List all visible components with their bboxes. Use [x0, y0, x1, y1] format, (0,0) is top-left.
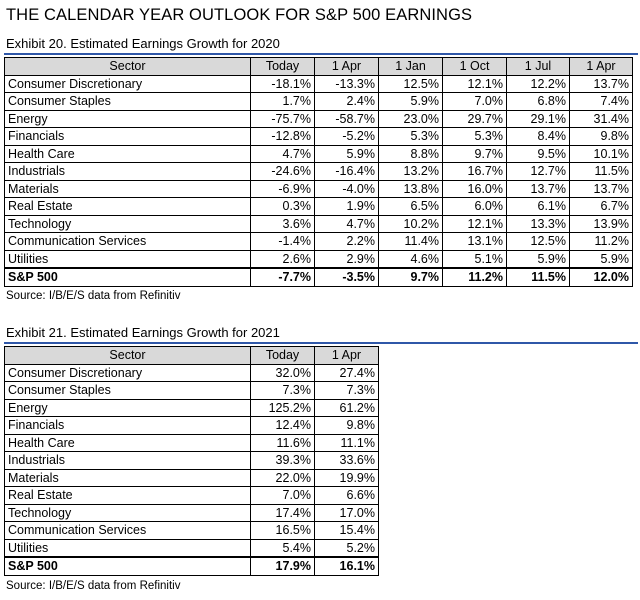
value-cell: 12.1% [443, 75, 507, 93]
value-cell: -13.3% [315, 75, 379, 93]
exhibit-21-source: Source: I/B/E/S data from Refinitiv [6, 580, 181, 592]
value-cell: 17.4% [251, 504, 315, 522]
value-cell: 11.5% [507, 268, 570, 286]
table-row [5, 382, 379, 400]
value-cell: 16.5% [251, 522, 315, 540]
column-header: 1 Jan [379, 58, 443, 76]
value-cell: 17.0% [315, 504, 379, 522]
value-cell: -4.0% [315, 180, 379, 198]
value-cell: 4.7% [315, 215, 379, 233]
value-cell: 5.3% [379, 128, 443, 146]
value-cell: 7.0% [443, 93, 507, 111]
value-cell: 5.1% [443, 250, 507, 268]
sector-cell: Materials [5, 469, 251, 487]
value-cell: 12.1% [443, 215, 507, 233]
value-cell: 9.7% [379, 268, 443, 286]
value-cell: 19.9% [315, 469, 379, 487]
value-cell: 9.5% [507, 145, 570, 163]
sector-cell: Utilities [5, 250, 251, 268]
sector-cell: Consumer Discretionary [5, 75, 251, 93]
table-row [5, 487, 379, 505]
table-row [5, 522, 379, 540]
table-row [5, 198, 633, 216]
sector-cell: Industrials [5, 163, 251, 181]
value-cell: 12.5% [379, 75, 443, 93]
value-cell: -16.4% [315, 163, 379, 181]
table-row [5, 145, 633, 163]
value-cell: 5.4% [251, 539, 315, 557]
table-row [5, 417, 379, 435]
table-row [5, 434, 379, 452]
table-row [5, 215, 633, 233]
total-row [5, 268, 633, 286]
value-cell: -3.5% [315, 268, 379, 286]
sector-cell: Materials [5, 180, 251, 198]
value-cell: 31.4% [570, 110, 633, 128]
table-row [5, 110, 633, 128]
value-cell: 6.1% [507, 198, 570, 216]
total-row [5, 557, 379, 575]
value-cell: 6.6% [315, 487, 379, 505]
value-cell: 33.6% [315, 452, 379, 470]
value-cell: 12.2% [507, 75, 570, 93]
value-cell: 17.9% [251, 557, 315, 575]
sector-cell: Health Care [5, 434, 251, 452]
value-cell: 29.1% [507, 110, 570, 128]
value-cell: -24.6% [251, 163, 315, 181]
value-cell: 7.3% [251, 382, 315, 400]
value-cell: 27.4% [315, 364, 379, 382]
sector-cell: Consumer Staples [5, 382, 251, 400]
sector-cell: Communication Services [5, 233, 251, 251]
column-header: 1 Apr [570, 58, 633, 76]
value-cell: 6.8% [507, 93, 570, 111]
value-cell: 11.2% [443, 268, 507, 286]
exhibit-20-source: Source: I/B/E/S data from Refinitiv [6, 290, 181, 302]
value-cell: 16.7% [443, 163, 507, 181]
sector-cell: Technology [5, 504, 251, 522]
exhibit-20-table [4, 57, 633, 287]
value-cell: -7.7% [251, 268, 315, 286]
sector-cell: Financials [5, 417, 251, 435]
value-cell: 2.4% [315, 93, 379, 111]
value-cell: 13.7% [570, 75, 633, 93]
value-cell: 11.1% [315, 434, 379, 452]
sector-cell: Real Estate [5, 487, 251, 505]
table-row [5, 128, 633, 146]
table-header-row [5, 58, 633, 76]
table-row [5, 75, 633, 93]
value-cell: 7.3% [315, 382, 379, 400]
value-cell: -1.4% [251, 233, 315, 251]
value-cell: 22.0% [251, 469, 315, 487]
value-cell: 13.2% [379, 163, 443, 181]
value-cell: 12.0% [570, 268, 633, 286]
column-header: Sector [5, 347, 251, 365]
value-cell: 5.3% [443, 128, 507, 146]
value-cell: 12.4% [251, 417, 315, 435]
value-cell: 6.0% [443, 198, 507, 216]
table-row [5, 250, 633, 268]
value-cell: -58.7% [315, 110, 379, 128]
value-cell: 125.2% [251, 399, 315, 417]
table-row [5, 452, 379, 470]
value-cell: 13.3% [507, 215, 570, 233]
column-header: Today [251, 58, 315, 76]
value-cell: 5.9% [315, 145, 379, 163]
value-cell: 10.1% [570, 145, 633, 163]
sector-cell: Industrials [5, 452, 251, 470]
value-cell: 16.0% [443, 180, 507, 198]
value-cell: -6.9% [251, 180, 315, 198]
value-cell: 2.6% [251, 250, 315, 268]
table-row [5, 539, 379, 557]
column-header: Sector [5, 58, 251, 76]
value-cell: 12.5% [507, 233, 570, 251]
value-cell: 16.1% [315, 557, 379, 575]
value-cell: 13.7% [507, 180, 570, 198]
sector-cell: Health Care [5, 145, 251, 163]
value-cell: 0.3% [251, 198, 315, 216]
value-cell: 7.0% [251, 487, 315, 505]
value-cell: 1.9% [315, 198, 379, 216]
table-header-row [5, 347, 379, 365]
column-header: 1 Oct [443, 58, 507, 76]
value-cell: 9.7% [443, 145, 507, 163]
table-row [5, 364, 379, 382]
sector-cell: Utilities [5, 539, 251, 557]
sector-cell: S&P 500 [5, 557, 251, 575]
value-cell: 23.0% [379, 110, 443, 128]
exhibit-21-title: Exhibit 21. Estimated Earnings Growth for 2021 [6, 325, 280, 340]
value-cell: 8.4% [507, 128, 570, 146]
value-cell: 61.2% [315, 399, 379, 417]
column-header: 1 Jul [507, 58, 570, 76]
table-row [5, 504, 379, 522]
sector-cell: Energy [5, 399, 251, 417]
value-cell: 4.6% [379, 250, 443, 268]
page-title: THE CALENDAR YEAR OUTLOOK FOR S&P 500 EARNINGS [6, 6, 473, 24]
table-row [5, 180, 633, 198]
value-cell: 5.9% [379, 93, 443, 111]
value-cell: 15.4% [315, 522, 379, 540]
value-cell: 6.5% [379, 198, 443, 216]
exhibit-21-table [4, 346, 379, 576]
sector-cell: Financials [5, 128, 251, 146]
value-cell: 11.5% [570, 163, 633, 181]
value-cell: 2.2% [315, 233, 379, 251]
value-cell: -75.7% [251, 110, 315, 128]
value-cell: 12.7% [507, 163, 570, 181]
value-cell: 10.2% [379, 215, 443, 233]
sector-cell: Consumer Discretionary [5, 364, 251, 382]
value-cell: 29.7% [443, 110, 507, 128]
value-cell: 1.7% [251, 93, 315, 111]
value-cell: -12.8% [251, 128, 315, 146]
value-cell: 5.9% [570, 250, 633, 268]
value-cell: 11.2% [570, 233, 633, 251]
value-cell: 3.6% [251, 215, 315, 233]
sector-cell: Communication Services [5, 522, 251, 540]
table-row [5, 399, 379, 417]
value-cell: -5.2% [315, 128, 379, 146]
value-cell: 5.9% [507, 250, 570, 268]
value-cell: 2.9% [315, 250, 379, 268]
value-cell: 13.7% [570, 180, 633, 198]
value-cell: 13.8% [379, 180, 443, 198]
value-cell: 13.1% [443, 233, 507, 251]
sector-cell: Energy [5, 110, 251, 128]
sector-cell: Real Estate [5, 198, 251, 216]
value-cell: 39.3% [251, 452, 315, 470]
table-row [5, 233, 633, 251]
value-cell: -18.1% [251, 75, 315, 93]
column-header: 1 Apr [315, 347, 379, 365]
sector-cell: S&P 500 [5, 268, 251, 286]
table-row [5, 163, 633, 181]
value-cell: 11.6% [251, 434, 315, 452]
table-row [5, 93, 633, 111]
sector-cell: Consumer Staples [5, 93, 251, 111]
value-cell: 9.8% [570, 128, 633, 146]
sector-cell: Technology [5, 215, 251, 233]
value-cell: 9.8% [315, 417, 379, 435]
value-cell: 4.7% [251, 145, 315, 163]
value-cell: 13.9% [570, 215, 633, 233]
value-cell: 5.2% [315, 539, 379, 557]
exhibit-21-rule [4, 342, 638, 344]
exhibit-20-title: Exhibit 20. Estimated Earnings Growth for 2020 [6, 36, 280, 51]
value-cell: 11.4% [379, 233, 443, 251]
table-row [5, 469, 379, 487]
value-cell: 8.8% [379, 145, 443, 163]
column-header: Today [251, 347, 315, 365]
value-cell: 32.0% [251, 364, 315, 382]
value-cell: 6.7% [570, 198, 633, 216]
exhibit-20-rule [4, 53, 638, 55]
value-cell: 7.4% [570, 93, 633, 111]
column-header: 1 Apr [315, 58, 379, 76]
